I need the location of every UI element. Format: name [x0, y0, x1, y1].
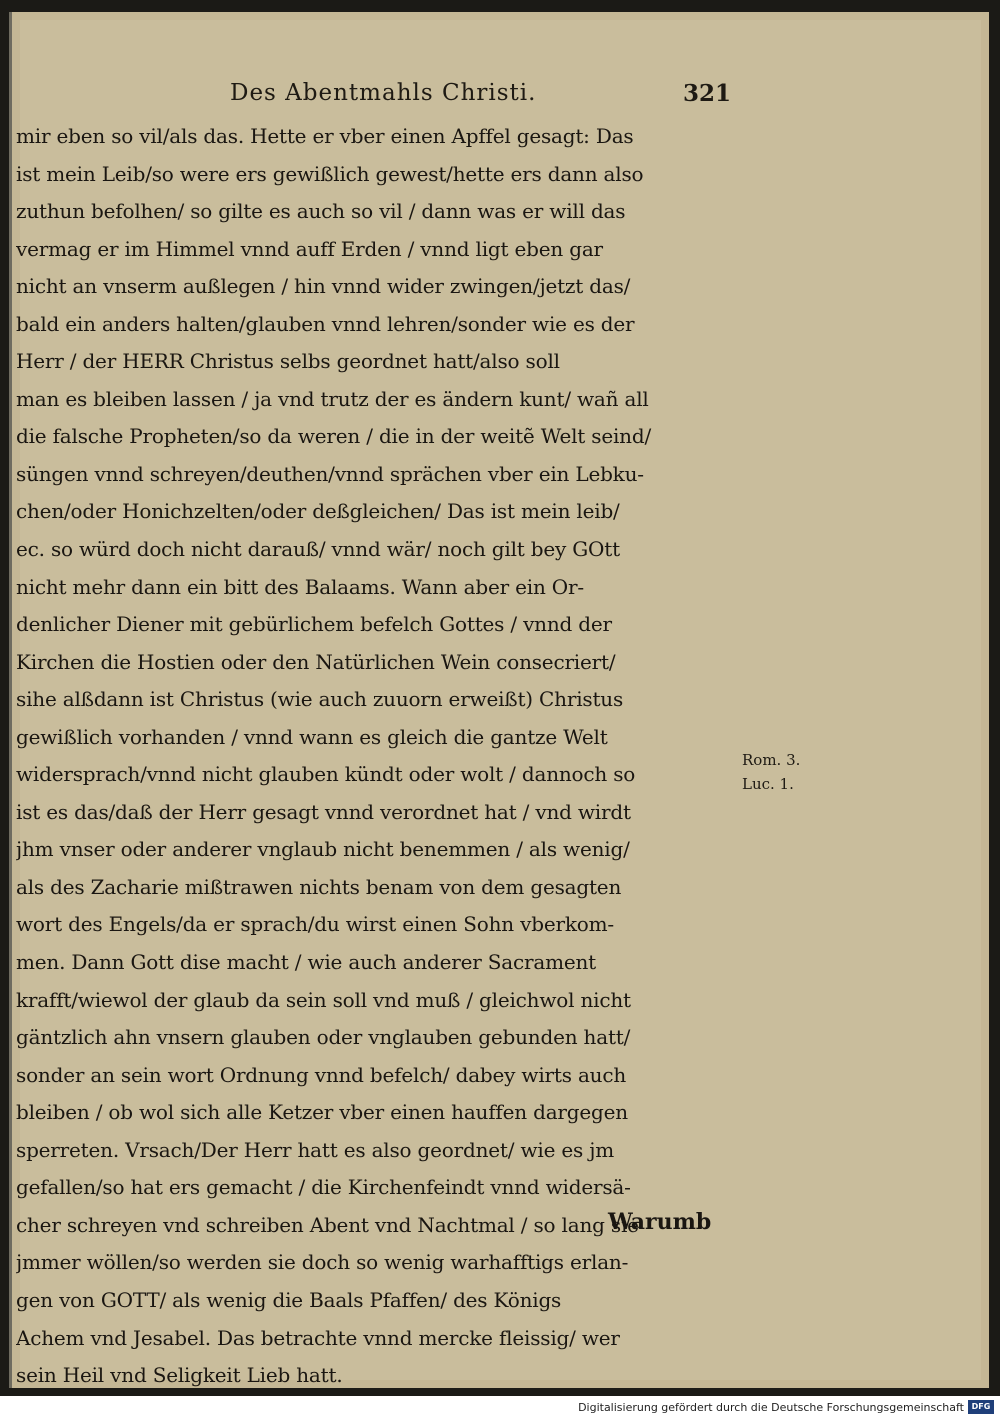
text-line: bald ein anders halten/glauben vnnd lehren/sonder wie es der	[16, 311, 635, 336]
page-number: 321	[683, 80, 732, 107]
text-line: als des Zacharie mißtrawen nichts benam von dem gesagten	[16, 874, 622, 899]
text-line: sonder an sein wort Ordnung vnnd befelch/ dabey wirts auch	[16, 1062, 627, 1087]
text-line: sein Heil vnd Seligkeit Lieb hatt.	[16, 1363, 343, 1388]
text-line: Herr / der HERR Christus selbs geordnet hatt/also soll	[16, 349, 560, 374]
marginal-note: Luc. 1.	[742, 775, 794, 793]
text-line: die falsche Propheten/so da weren / die in der weitẽ Welt seind/	[16, 424, 651, 449]
text-line: gen von GOTT/ als wenig die Baals Pfaffen/ des Königs	[16, 1287, 562, 1312]
text-line: widersprach/vnnd nicht glauben kündt oder wolt / dannoch so	[16, 762, 636, 787]
text-line: man es bleiben lassen / ja vnd trutz der es ändern kunt/ wañ all	[16, 386, 649, 411]
funding-credit: Digitalisierung gefördert durch die Deutsche Forschungsgemeinschaft	[578, 1401, 964, 1414]
footer-bar	[0, 1396, 1000, 1419]
text-line: wort des Engels/da er sprach/du wirst einen Sohn vberkom-	[16, 912, 614, 937]
text-line: gefallen/so hat ers gemacht / die Kirchenfeindt vnnd widersä-	[16, 1175, 631, 1200]
text-line: süngen vnnd schreyen/deuthen/vnnd sprächen vber ein Lebku-	[16, 461, 644, 486]
text-line: jhm vnser oder anderer vnglaub nicht benemmen / als wenig/	[16, 837, 630, 862]
text-line: men. Dann Gott dise macht / wie auch anderer Sacrament	[16, 950, 596, 975]
text-line: gewißlich vorhanden / vnnd wann es gleich die gantze Welt	[16, 724, 608, 749]
text-line: ec. so würd doch nicht darauß/ vnnd wär/ noch gilt bey GOtt	[16, 537, 620, 562]
marginal-note: Rom. 3.	[742, 751, 801, 769]
catchword: Warumb	[608, 1209, 712, 1235]
text-line: Achem vnd Jesabel. Das betrachte vnnd mercke fleissig/ wer	[16, 1325, 620, 1350]
running-head: Des Abentmahls Christi.	[230, 80, 537, 106]
text-line: vermag er im Himmel vnnd auff Erden / vnnd ligt eben gar	[16, 236, 603, 261]
text-line: sihe alßdann ist Christus (wie auch zuuorn erweißt) Christus	[16, 687, 624, 712]
text-line: Kirchen die Hostien oder den Natürlichen Wein consecriert/	[16, 649, 616, 674]
text-line: sperreten. Vrsach/Der Herr hatt es also geordnet/ wie es jm	[16, 1137, 614, 1162]
body-text	[16, 118, 740, 1395]
text-line: chen/oder Honichzelten/oder deßgleichen/ Das ist mein leib/	[16, 499, 620, 524]
text-line: zuthun befolhen/ so gilte es auch so vil / dann was er will das	[16, 199, 626, 224]
text-line: nicht an vnserm außlegen / hin vnnd wider zwingen/jetzt das/	[16, 274, 631, 299]
marginal-notes	[742, 748, 822, 796]
text-line: mir eben so vil/als das. Hette er vber einen Apffel gesagt: Das	[16, 124, 634, 148]
text-line: ist es das/daß der Herr gesagt vnnd verordnet hat / vnd wirdt	[16, 799, 631, 824]
text-line: krafft/wiewol der glaub da sein soll vnd muß / gleichwol nicht	[16, 987, 631, 1012]
text-line: gäntzlich ahn vnsern glauben oder vnglauben gebunden hatt/	[16, 1025, 631, 1050]
text-line: bleiben / ob wol sich alle Ketzer vber einen hauffen dargegen	[16, 1100, 628, 1125]
text-line: jmmer wöllen/so werden sie doch so wenig warhafftigs erlan-	[16, 1250, 629, 1275]
text-line: nicht mehr dann ein bitt des Balaams. Wann aber ein Or-	[16, 574, 584, 599]
text-line: cher schreyen vnd schreiben Abent vnd Nachtmal / so lang sie	[16, 1212, 639, 1237]
dfg-logo-icon: DFG	[968, 1400, 994, 1414]
text-line: denlicher Diener mit gebürlichem befelch Gottes / vnnd der	[16, 612, 612, 637]
text-line: ist mein Leib/so were ers gewißlich gewest/hette ers dann also	[16, 161, 644, 186]
